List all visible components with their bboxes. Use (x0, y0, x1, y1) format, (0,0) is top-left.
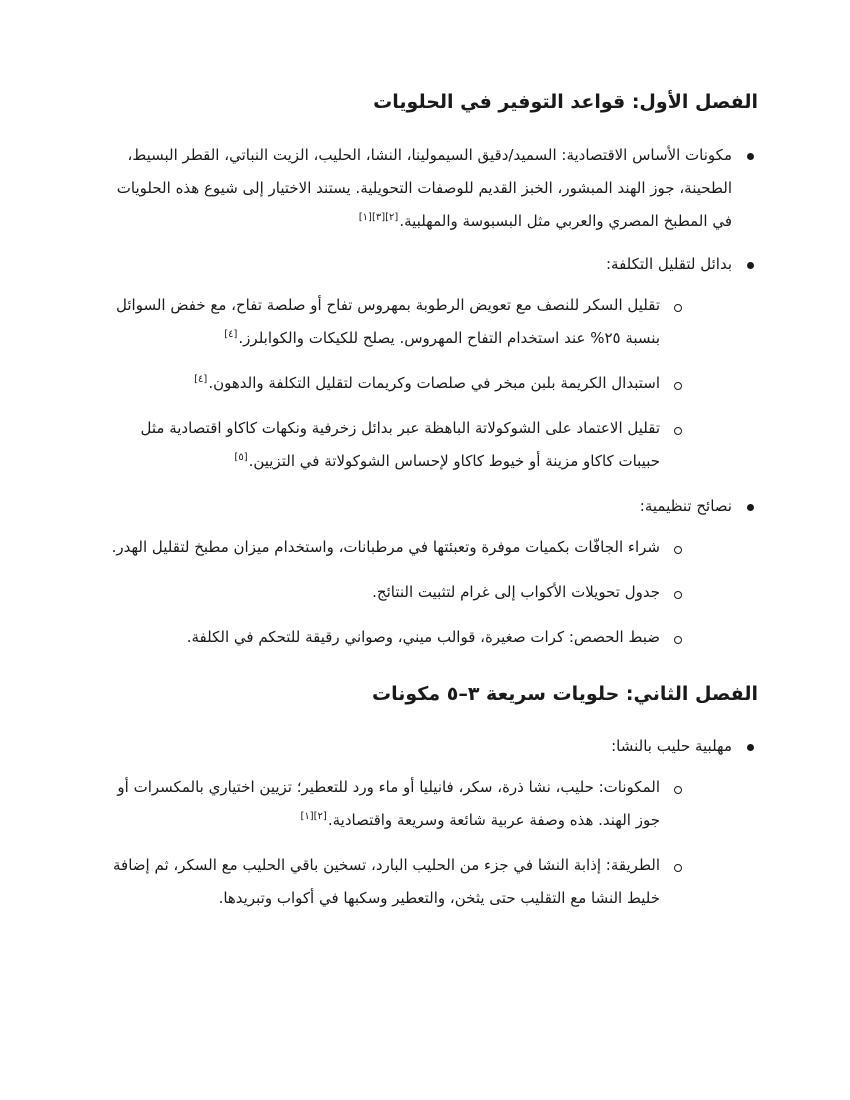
bullet-organizational-tips (96, 490, 758, 654)
sub-item-replace-cream (96, 367, 686, 400)
sub-item-reduce-sugar (96, 289, 686, 355)
bullet-base-ingredients (96, 139, 758, 238)
chapter-1-list (96, 139, 758, 654)
bullet-text: مهلبية حليب بالنشا: (611, 737, 732, 755)
sub-item-ingredients (96, 771, 686, 837)
sub-item-text: جدول تحويلات الأكواب إلى غرام لتثبيت النتائج. (372, 582, 660, 601)
chapter-2-title: الفصل الثاني: حلويات سريعة ٣–٥ مكونات (372, 682, 758, 705)
citation-link[interactable]: [٢][١] (300, 811, 327, 822)
sub-item-text: ضبط الحصص: كرات صغيرة، قوالب ميني، وصواني رقيقة للتحكم في الكلفة. (186, 627, 660, 646)
sub-item-method (96, 849, 686, 915)
bullet-cost-alternatives (96, 248, 758, 478)
citation-link[interactable]: [٤] (224, 328, 238, 340)
bullet-text: بدائل لتقليل التكلفة: (605, 254, 732, 273)
bullet-text: مكونات الأساس الاقتصادية: السميد/دقيق السيمولينا، النشا، الحليب، الزيت النباتي، القطر البسيط، الطحينة، جوز الهند المبشور، الخبز القديم للوصفات التحويلية. يستند الاختيار إلى شيوع هذه الحلويات في المطبخ المصري والعربي مثل البسبوسة والمهلبية. (116, 145, 732, 230)
sub-item-text: الطريقة: إذابة النشا في جزء من الحليب البارد، تسخين باقي الحليب مع السكر، ثم إضافة خليط النشا مع التقليب حتى يثخن، والتعطير وسكبها في أكواب وتبريدها. (113, 856, 660, 907)
citation-link[interactable]: [٢][٣][١] (358, 211, 399, 223)
bullet-muhallebi (96, 730, 758, 915)
chapter-2-list (96, 730, 758, 915)
sub-item-text: استبدال الكريمة بلبن مبخر في صلصات وكريمات لتقليل التكلفة والدهون. (208, 373, 660, 392)
organizational-tips-sublist (96, 531, 732, 654)
chapter-1-title: الفصل الأول: قواعد التوفير في الحلويات (373, 91, 758, 113)
sub-item-text: تقليل الاعتماد على الشوكولاتة الباهظة عبر بدائل زخرفية ونكهات كاكاو اقتصادية مثل حبيبات كاكاو مزينة أو خيوط كاكاو لإحساس الشوكولاتة في التزيين. (140, 418, 660, 470)
muhallebi-sublist (96, 771, 732, 915)
cost-alternatives-sublist (96, 289, 732, 478)
citation-link[interactable]: [٥] (234, 451, 248, 463)
sub-item-text: شراء الجافّات بكميات موفرة وتعبئتها في مرطبانات، واستخدام ميزان مطبخ لتقليل الهدر. (111, 537, 660, 556)
sub-item-bulk-buying (96, 531, 686, 564)
sub-item-text: المكونات: حليب، نشا ذرة، سكر، فانيليا أو ماء ورد للتعطير؛ تزيين اختياري بالمكسرات أو جوز الهند. هذه وصفة عربية شائعة وسريعة واقتصادية. (117, 778, 660, 829)
sub-item-conversion-table (96, 576, 686, 609)
citation-link[interactable]: [٤] (194, 373, 208, 385)
sub-item-reduce-chocolate (96, 412, 686, 478)
sub-item-text: تقليل السكر للنصف مع تعويض الرطوبة بمهروس تفاح أو صلصة تفاح، مع خفض السوائل بنسبة ٢٥% عند استخدام التفاح المهروس. يصلح للكيكات والكوابلرز. (116, 295, 660, 347)
sub-item-portion-control (96, 621, 686, 654)
bullet-text: نصائح تنظيمية: (639, 496, 732, 515)
